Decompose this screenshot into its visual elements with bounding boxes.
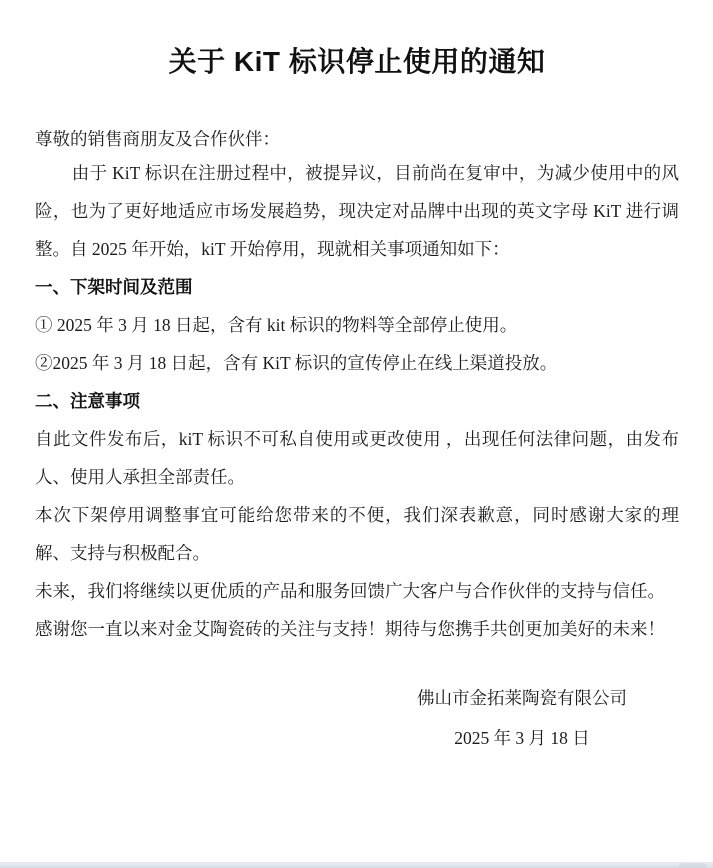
section2-paragraph-3: 未来，我们将继续以更优质的产品和服务回馈广大客户与合作伙伴的支持与信任。: [35, 581, 665, 601]
window-bottom-edge: [0, 862, 713, 868]
section1-item-2: ②2025 年 3 月 18 日起，含有 KiT 标识的宣传停止在线上渠道投放。: [35, 353, 558, 373]
signature-date: 2025 年 3 月 18 日: [454, 728, 590, 748]
company-name: 佛山市金拓莱陶瓷有限公司: [417, 688, 627, 708]
section2-paragraph-4: 感谢您一直以来对金艾陶瓷砖的关注与支持！期待与您携手共创更加美好的未来！: [35, 619, 665, 639]
intro-paragraph: 由于 KiT 标识在注册过程中，被提异议，目前尚在复审中，为减少使用中的风险，也为了更好地适应市场发展趋势，现决定对品牌中出现的英文字母 KiT 进行调整。自 2025 年开始，kiT 开始停用，现就相关事项通知如下：: [35, 163, 679, 259]
window-corner-shade: [679, 863, 707, 868]
document-content: [0, 44, 713, 758]
section2-heading: 二、注意事项: [35, 391, 140, 411]
section2-paragraph-1: 自此文件发布后，kiT 标识不可私自使用或更改使用 ，出现任何法律问题，由发布人、使用人承担全部责任。: [35, 429, 679, 487]
section2-paragraph-2: 本次下架停用调整事宜可能给您带来的不便，我们深表歉意，同时感谢大家的理解、支持与积极配合。: [35, 505, 679, 563]
signature-block: [417, 678, 627, 758]
section1-heading: 一、下架时间及范围: [35, 277, 193, 297]
greeting-line: 尊敬的销售商朋友及合作伙伴：: [35, 129, 280, 149]
document-title: 关于 KiT 标识停止使用的通知: [168, 46, 546, 77]
section1-item-1: ① 2025 年 3 月 18 日起，含有 kit 标识的物料等全部停止使用。: [35, 315, 518, 335]
